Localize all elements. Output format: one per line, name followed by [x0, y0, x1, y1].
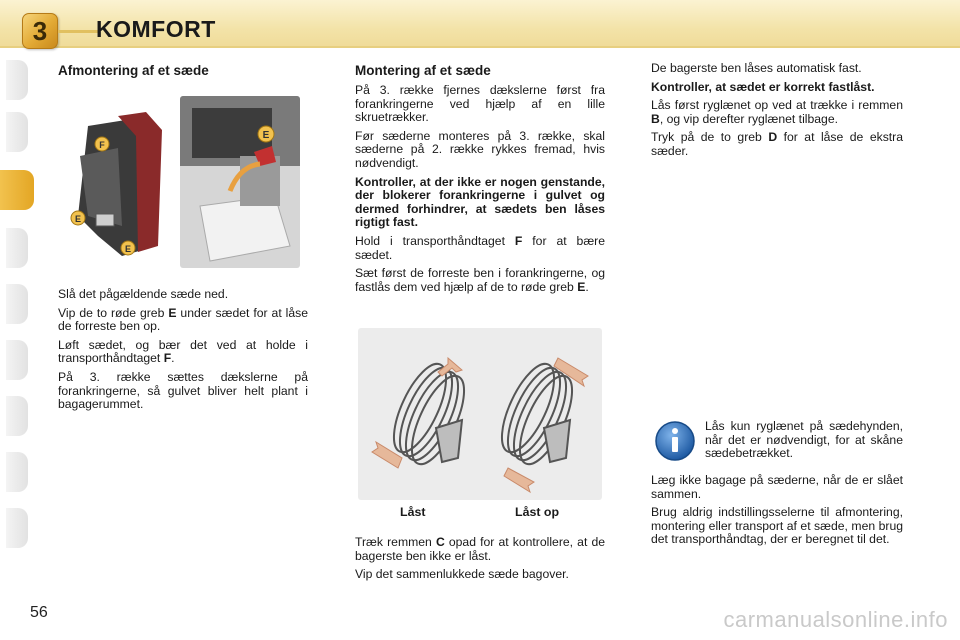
right-paragraph-1: De bagerste ben låses automatisk fast.: [651, 61, 862, 75]
side-tab-5[interactable]: [6, 284, 28, 324]
middle-column-text: [355, 84, 605, 299]
side-tab-6[interactable]: [6, 340, 28, 380]
chapter-number-badge: 3: [22, 13, 58, 49]
right-paragraph-3: Lås først ryglænet op ved at trække i remmen B, og vip derefter ryglænet tilbage.: [651, 98, 903, 126]
left-paragraph-4: På 3. række sættes dækslerne på forankringerne, så gulvet bliver helt plant i bagagerummet.: [58, 369, 308, 412]
side-tab-9[interactable]: [6, 508, 28, 548]
middle-paragraph-6: Træk remmen C opad for at kontrollere, at de bagerste ben ikke er låst.: [355, 535, 606, 563]
side-tab-1[interactable]: [6, 60, 28, 100]
chapter-tab-line: [58, 30, 98, 33]
right-paragraph-4: Tryk på de to greb D for at låse de ekstra sæder.: [651, 130, 904, 158]
side-tab-2[interactable]: [6, 112, 28, 152]
right-paragraph-5: Læg ikke bagage på sæderne, når de er slået sammen.: [651, 473, 903, 501]
page-title: KOMFORT: [96, 16, 216, 42]
section-heading-mounting: Montering af et sæde: [355, 63, 491, 78]
right-paragraph-6: Brug aldrig indstillingsselerne til afmontering, montering eller transport af et sæde, men brug det transporthåndtag, der er beregnet til det.: [651, 505, 903, 547]
side-tab-8[interactable]: [6, 452, 28, 492]
left-column-text: [58, 288, 308, 417]
right-column-text: [651, 62, 903, 164]
caption-locked: Låst: [400, 505, 426, 519]
svg-text:E: E: [262, 130, 270, 141]
middle-warning-paragraph: Kontroller, at der ikke er nogen genstande, der blokerer forankringerne i gulvet og dermed forhindrer, at sædets ben låses rigtigt fast.: [355, 174, 605, 230]
section-heading-removal: Afmontering af et sæde: [58, 63, 209, 78]
svg-text:F: F: [99, 140, 105, 150]
info-note-text: Lås kun ryglænet på sædehynden, når det er nødvendigt, for at skåne sædebetrækket.: [705, 419, 903, 461]
seat-lever-closeup-photo: [180, 96, 300, 268]
watermark: carmanualsonline.info: [723, 607, 948, 632]
header-divider: [0, 46, 960, 48]
middle-paragraph-2: Før sæderne monteres på 3. række, skal sæderne på 2. række rykkes fremad, hvis nødvendigt.: [355, 128, 605, 170]
left-paragraph-2: Vip de to røde greb E under sædet for at låse de forreste ben op.: [58, 305, 309, 334]
right-column-text-lower: [651, 474, 903, 552]
caption-unlocked: Låst op: [515, 505, 560, 519]
info-icon: [654, 420, 696, 462]
page-number: 56: [30, 604, 48, 621]
svg-text:E: E: [124, 244, 132, 254]
seat-folded-photo: [58, 96, 170, 266]
left-paragraph-1: Slå det pågældende sæde ned.: [58, 287, 229, 301]
chapter-side-rail: [0, 60, 34, 580]
left-paragraph-3: Løft sædet, og bær det ved at holde i transporthåndtaget F.: [58, 337, 308, 366]
side-tab-4[interactable]: [6, 228, 28, 268]
side-tab-7[interactable]: [6, 396, 28, 436]
middle-paragraph-4: Hold i transporthåndtaget F for at bære sædet.: [355, 233, 606, 262]
anchor-lock-diagram: [358, 328, 602, 500]
middle-paragraph-1: På 3. række fjernes dækslerne først fra forankringerne ved hjælp af en lille skruetrækker.: [355, 83, 605, 125]
info-note: [705, 420, 903, 466]
svg-text:E: E: [74, 214, 82, 224]
middle-paragraph-5: Sæt først de forreste ben i forankringerne, og fastlås dem ved hjælp af de to røde greb E.: [355, 266, 605, 294]
side-tab-3-active[interactable]: [0, 170, 34, 210]
middle-column-text-lower: [355, 536, 605, 587]
middle-paragraph-7: Vip det sammenlukkede sæde bagover.: [355, 567, 569, 582]
right-bold-paragraph: Kontroller, at sædet er korrekt fastlåst.: [651, 79, 875, 94]
